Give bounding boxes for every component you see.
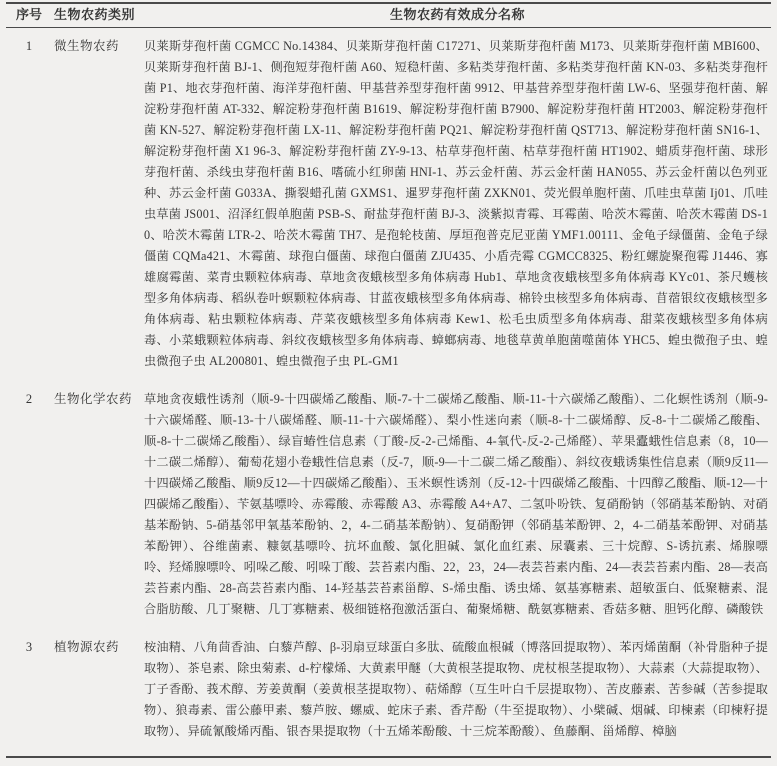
row-serial-number: 3 xyxy=(25,640,33,654)
table-row-biochemical xyxy=(6,389,771,620)
header-pesticide-category: 生物农药类别 xyxy=(54,7,136,22)
row-serial-number: 1 xyxy=(25,39,33,53)
table-row-botanical xyxy=(6,637,771,742)
table-row-microbial xyxy=(6,36,771,372)
row-serial-number: 2 xyxy=(25,392,33,406)
row-category: 微生物农药 xyxy=(54,39,120,53)
row-category: 生物化学农药 xyxy=(54,392,133,406)
row-category: 植物源农药 xyxy=(54,640,120,654)
header-active-ingredient-names: 生物农药有效成分名称 xyxy=(389,7,525,22)
table-body xyxy=(6,28,771,748)
row-ingredient-list: 贝莱斯芽孢杆菌 CGMCC No.14384、贝莱斯芽孢杆菌 C17271、贝莱斯芽孢杆菌 M173、贝莱斯芽孢杆菌 MBI600、贝莱斯芽孢杆菌 BJ-1、侧孢短芽孢杆菌 A60、短稳杆菌、多粘类芽孢杆菌、多粘类芽孢杆菌 KN-03、多粘类芽孢杆菌 P1、地衣芽孢杆菌、海洋芽孢杆菌、甲基营养型芽孢杆菌 9912、甲基营养型芽孢杆菌 LW-6、坚强芽孢杆菌、解淀粉芽孢杆菌 AT-332、解淀粉芽孢杆菌 B1619、解淀粉芽孢杆菌 B7900、解淀粉芽孢杆菌 HT2003、解淀粉芽孢杆菌 KN-527、解淀粉芽孢杆菌 LX-11、解淀粉芽孢杆菌 PQ21、解淀粉芽孢杆菌 QST713、解淀粉芽孢杆菌 SN16-1、解淀粉芽孢杆菌 X1 96-3、解淀粉芽孢杆菌 ZY-9-13、枯草芽孢杆菌、枯草芽孢杆菌 HT1902、蜡质芽孢杆菌、球形芽孢杆菌、杀线虫芽孢杆菌 B16、嗜硫小红卵菌 HNI-1、苏云金杆菌、苏云金杆菌 HAN055、苏云金杆菌以色列亚种、苏云金杆菌 G033A、撕裂蜡孔菌 GXMS1、暹罗芽孢杆菌 ZXKN01、荧光假单胞杆菌、爪哇虫草菌 Ij01、爪哇虫草菌 JS001、沼泽红假单胞菌 PSB-S、耐盐芽孢杆菌 BJ-3、淡紫拟青霉、耳霉菌、哈茨木霉菌、哈茨木霉菌 DS-10、哈茨木霉菌 LTR-2、哈茨木霉菌 TH7、是孢轮枝菌、厚垣孢普克尼亚菌 YMF1.00111、金龟子绿僵菌、金龟子绿僵菌 CQMa421、木霉菌、球孢白僵菌、球孢白僵菌 ZJU435、小盾壳霉 CGMCC8325、粉红螺旋聚孢霉 J1446、寡雄腐霉菌、菜青虫颗粒体病毒、草地贪夜蛾核型多角体病毒 Hub1、草地贪夜蛾核型多角体病毒 KYc01、茶尺蠖核型多角体病毒、稻纵卷叶螟颗粒体病毒、甘蓝夜蛾核型多角体病毒、棉铃虫核型多角体病毒、苜蓿银纹夜蛾核型多角体病毒、粘虫颗粒体病毒、芹菜夜蛾核型多角体病毒 Kew1、松毛虫质型多角体病毒、甜菜夜蛾核型多角体病毒、小菜蛾颗粒体病毒、斜纹夜蛾核型多角体病毒、蟑螂病毒、地毯草黄单胞菌噬菌体 YHC5、蝗虫微孢子虫、蝗虫微孢子虫 AL200801、蝗虫微孢子虫 PL-GM1 xyxy=(144,39,768,368)
pesticide-table xyxy=(6,2,771,758)
table-header-row xyxy=(6,4,771,28)
header-serial-number: 序号 xyxy=(15,7,42,22)
row-ingredient-list: 草地贪夜蛾性诱剂（顺-9-十四碳烯乙酸酯、顺-7-十二碳烯乙酸酯、顺-11-十六碳烯乙酸酯）、二化螟性诱剂（顺-9-十六碳烯醛、顺-13-十八碳烯醛、顺-11-十六碳烯醛）、梨小性迷向素（顺-8-十二碳烯醇、反-8-十二碳烯乙酸酯、顺-8-十二碳烯乙酸酯）、绿盲蝽性信息素（丁酸-反-2-己烯酯、4-氧代-反-2-己烯醛）、苹果蠹蛾性信息素（8，10—十二碳二烯醇）、葡萄花翅小卷蛾性信息素（反-7，顺-9—十二碳二烯乙酸酯）、斜纹夜蛾诱集性信息素（顺9反11—十四碳烯乙酸酯、顺9反12—十四碳烯乙酸酯）、玉米螟性诱剂（反-12-十四碳烯乙酸酯、十四醇乙酸酯、顺-12—十四碳烯乙酸酯）、苄氨基嘌呤、赤霉酸、赤霉酸 A3、赤霉酸 A4+A7、二氢卟吩铁、复硝酚钠（邻硝基苯酚钠、对硝基苯酚钠、5-硝基邻甲氧基苯酚钠、2，4-二硝基苯酚钠）、复硝酚钾（邻硝基苯酚钾、2，4-二硝基苯酚钾、对硝基苯酚钾）、谷维菌素、糠氨基嘌呤、抗坏血酸、氯化胆碱、氯化血红素、尿囊素、三十烷醇、S-诱抗素、烯腺嘌呤、羟烯腺嘌呤、吲哚乙酸、吲哚丁酸、芸苔素内酯、22，23，24—表芸苔素内酯、24—表芸苔素内酯、28—表高芸苔素内酯、28-高芸苔素内酯、14-羟基芸苔素甾醇、S-烯虫酯、诱虫烯、氨基寡糖素、超敏蛋白、低聚糖素、混合脂肪酸、几丁聚糖、几丁寡糖素、极细链格孢激活蛋白、葡聚烯糖、酰氨寡糖素、香菇多糖、胆钙化醇、磷酸铁 xyxy=(144,392,768,616)
row-ingredient-list: 桉油精、八角茴香油、白藜芦醇、β-羽扇豆球蛋白多肽、硫酸血根碱（博落回提取物）、苯丙烯菌酮（补骨脂种子提取物）、茶皂素、除虫菊素、d-柠檬烯、大黄素甲醚（大黄根茎提取物、虎杖根茎提取物）、大蒜素（大蒜提取物）、丁子香酚、莪术醇、芳姜黄酮（姜黄根茎提取物）、萜烯醇（互生叶白千层提取物）、苦皮藤素、苦参碱（苦参提取物）、狼毒素、雷公藤甲素、藜芦胺、螺威、蛇床子素、香芹酚（牛至提取物）、小檗碱、烟碱、印楝素（印楝籽提取物）、异硫氰酸烯丙酯、银杏果提取物（十五烯苯酚酸、十三烷苯酚酸）、鱼藤酮、甾烯醇、樟脑 xyxy=(144,640,769,738)
